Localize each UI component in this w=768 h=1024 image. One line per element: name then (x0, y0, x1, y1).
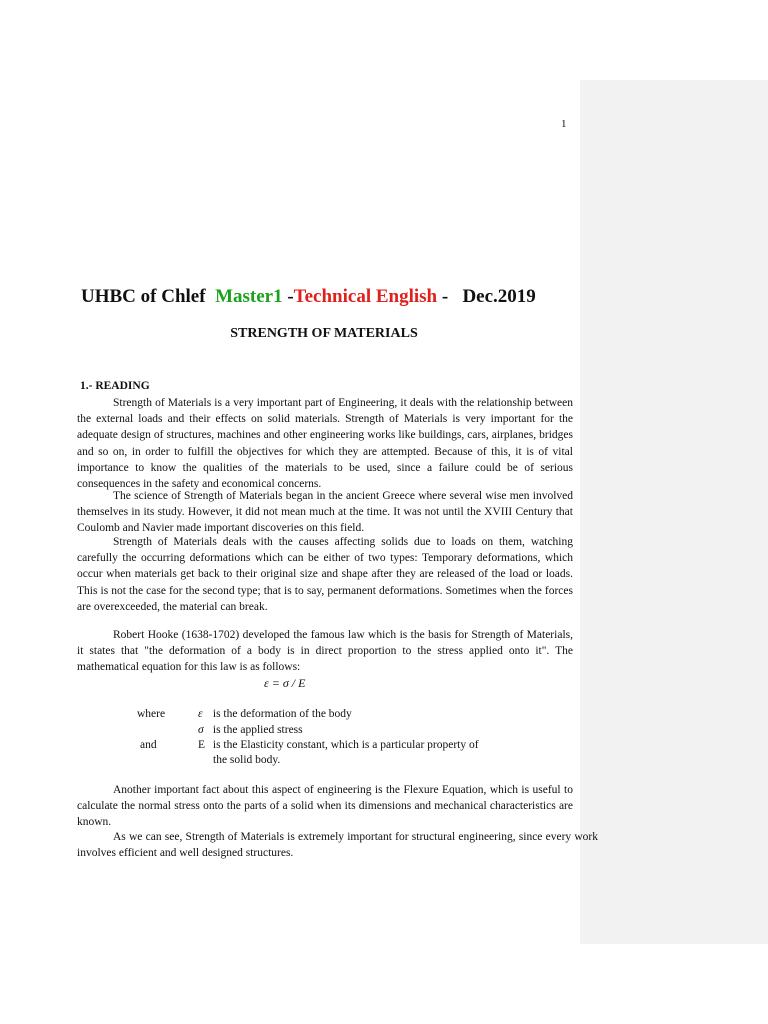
definition-text: is the Elasticity constant, which is a particular property of (212, 739, 479, 751)
paragraph-2: The science of Strength of Materials began in the ancient Greece where several wise men involved themselves in its study. However, it did not mean much at the time. It was not until the XVIII Century that Coulomb and Navier made important discoveries on this field. (77, 490, 573, 535)
paragraph-1: Strength of Materials is a very important part of Engineering, it deals with the relationship between the external loads and their effects on solid materials. Strength of Materials is very important for the adequate design of structures, machines and other engineering works like buildings, cars, airplanes, bridges and so on, in order to fulfill the objectives for which they are attempted. Because of this, it is of vital importance to know the qualities of the materials to be used, since a failure could be of serious consequences in the safety and economical concerns. (77, 397, 573, 491)
where-label: where (137, 708, 166, 720)
header-level: Master1 (215, 286, 283, 307)
paragraph-5: Another important fact about this aspect of engineering is the Flexure Equation, which is useful to calculate the normal stress onto the parts of a solid when its dimensions and mechanical characteristics are known. (77, 784, 573, 829)
header-course: Technical English (293, 286, 438, 307)
comment-pane (580, 80, 768, 944)
definition-continuation: the solid body. (213, 754, 281, 766)
document-title: STRENGTH OF MATERIALS (230, 326, 418, 341)
header-institution: UHBC of Chlef (81, 286, 206, 307)
symbol-sigma: σ (198, 724, 204, 736)
definition-text: is the deformation of the body (212, 708, 352, 720)
header-dash-2: - (437, 286, 449, 307)
paragraph-3: Strength of Materials deals with the causes affecting solids due to loads on them, watching carefully the occurring deformations which can be either of two types: Temporary deformations, which occur when materials get back to their original size and shape after they are released of the load or loads. This is not the case for the second type; that is to say, permanent deformations. Sometimes when the forces are overexceeded, the material can break. (77, 536, 573, 613)
section-heading: 1.- READING (80, 380, 150, 392)
page-number: 1 (561, 118, 567, 130)
hooke-equation: ε = σ / E (264, 676, 306, 690)
and-label: and (140, 739, 157, 751)
symbol-e: E (198, 739, 206, 751)
header-dash-1: - (282, 286, 294, 307)
definition-sigma (198, 722, 303, 738)
symbol-epsilon: ε (198, 708, 203, 720)
paragraph-4: Robert Hooke (1638-1702) developed the famous law which is the basis for Strength of Materials, it states that "the deformation of a body is in direct proportion to the stress applied onto it". The mathematical equation for this law is as follows: (77, 629, 573, 674)
definition-text: is the applied stress (212, 724, 303, 736)
paragraph-6: As we can see, Strength of Materials is extremely important for structural engineering, since every work involves efficient and well designed structures. (77, 831, 598, 860)
definition-e (198, 737, 479, 753)
document-header (81, 286, 536, 308)
definition-epsilon (198, 706, 352, 722)
header-date: Dec.2019 (462, 286, 536, 307)
